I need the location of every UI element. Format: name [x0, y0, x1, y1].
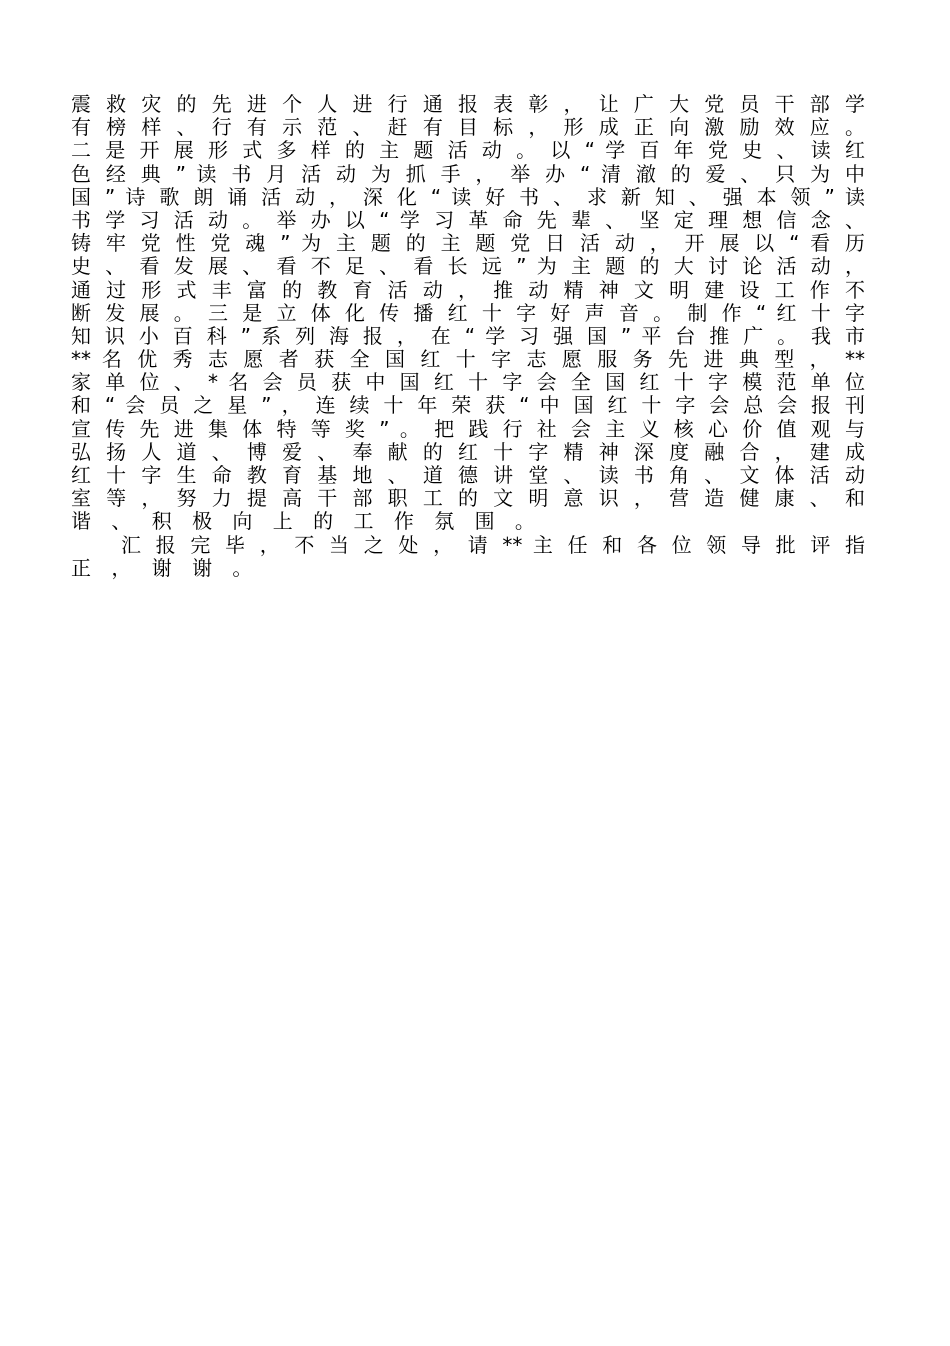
text-line: 震 救 灾 的 先 进 个 人 进 行 通 报 表 彰 ， 让 广 大 党 员 干 部 学: [71, 92, 865, 116]
text-line: ** 名 优 秀 志 愿 者 获 全 国 红 十 字 志 愿 服 务 先 进 典 型 ， **: [71, 347, 865, 372]
text-line: 通 过 形 式 丰 富 的 教 育 活 动 ， 推 动 精 神 文 明 建 设 工 作 不: [71, 277, 865, 302]
text-line: 断 发 展 。 三 是 立 体 化 传 播 红 十 字 好 声 音 。 制 作 “ 红 十 字: [71, 300, 865, 325]
text-line: 室 等 ， 努 力 提 高 干 部 职 工 的 文 明 意 识 ， 营 造 健 康 、 和: [71, 486, 865, 511]
text-line: 宣 传 先 进 集 体 特 等 奖 ” 。 把 践 行 社 会 主 义 核 心 价 值 观 与: [71, 416, 865, 441]
text-line: 铸 牢 党 性 党 魂 ” 为 主 题 的 主 题 党 日 活 动 ， 开 展 以 “ 看 历: [71, 231, 865, 256]
text-line: 有 榜 样 、 行 有 示 范 、 赶 有 目 标 ， 形 成 正 向 激 励 效 应 。: [71, 115, 865, 140]
text-line: 二 是 开 展 形 式 多 样 的 主 题 活 动 。 以 “ 学 百 年 党 史 、 读 红: [71, 138, 865, 163]
closing-paragraph-line: 汇 报 完 毕 ， 不 当 之 处 ， 请 ** 主 任 和 各 位 领 导 批 评 指: [121, 532, 865, 557]
text-line: 色 经 典 ” 读 书 月 活 动 为 抓 手 ， 举 办 “ 清 澈 的 爱 、 只 为 中: [71, 161, 865, 186]
text-line: 红 十 字 生 命 教 育 基 地 、 道 德 讲 堂 、 读 书 角 、 文 体 活 动: [71, 463, 865, 487]
closing-paragraph-end-line: 正 ， 谢 谢 。: [71, 555, 260, 580]
text-line: 和 “ 会 员 之 星 ” ， 连 续 十 年 荣 获 “ 中 国 红 十 字 会 总 会 报 刊: [71, 393, 865, 418]
text-line: 书 学 习 活 动 。 举 办 以 “ 学 习 革 命 先 辈 、 坚 定 理 想 信 念 、: [71, 207, 865, 232]
text-line: 家 单 位 、 * 名 会 员 获 中 国 红 十 字 会 全 国 红 十 字 模 范 单 位: [71, 370, 865, 395]
text-line: 知 识 小 百 科 ” 系 列 海 报 ， 在 “ 学 习 强 国 ” 平 台 推 广 。 我 市: [71, 323, 865, 348]
text-line: 国 ” 诗 歌 朗 诵 活 动 ， 深 化 “ 读 好 书 、 求 新 知 、 强 本 领 ” 读: [71, 184, 865, 209]
text-line: 史 、 看 发 展 、 看 不 足 、 看 长 远 ” 为 主 题 的 大 讨 论 活 动 ，: [71, 254, 865, 279]
paragraph-end-line: 谐 、 积 极 向 上 的 工 作 氛 围 。: [71, 509, 542, 534]
body-text: [71, 93, 865, 580]
text-line: 弘 扬 人 道 、 博 爱 、 奉 献 的 红 十 字 精 神 深 度 融 合 ， 建 成: [71, 439, 865, 464]
